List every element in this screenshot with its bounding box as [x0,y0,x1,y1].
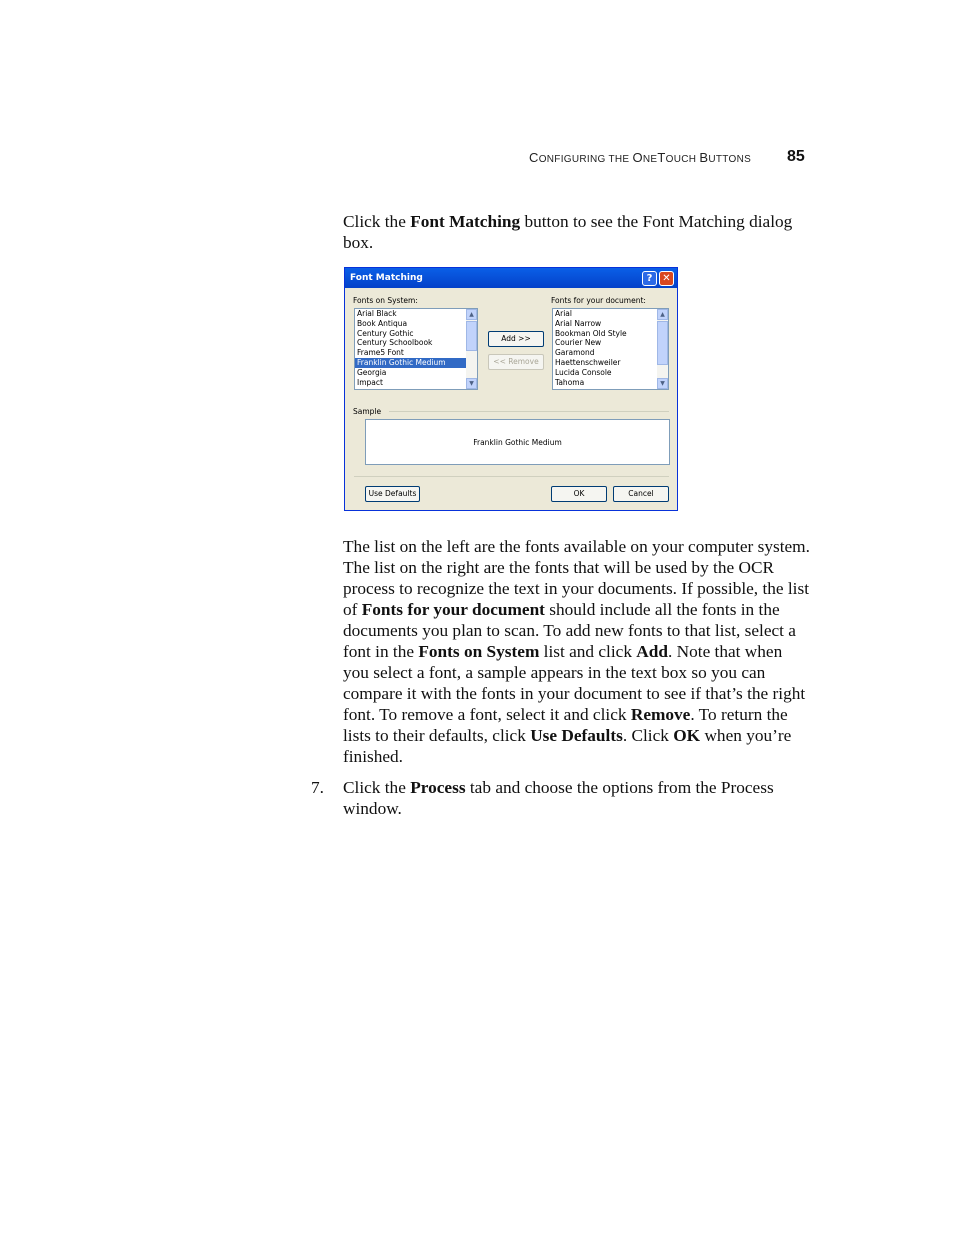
step-text-run: tab and choose the options from the Process window. [343,778,774,818]
list-item[interactable]: Arial Narrow [555,318,602,328]
dialog-divider [354,476,669,477]
list-item[interactable]: Book Antiqua [357,318,408,328]
use-defaults-button[interactable]: Use Defaults [365,486,420,502]
header-title-part: B [699,150,709,165]
list-item[interactable]: Century Gothic [357,328,414,338]
scroll-up-icon[interactable]: ▲ [657,309,668,320]
body-text-run: list and click [539,642,637,661]
body-text-bold-run: Fonts for your document [361,600,545,619]
list-item[interactable]: Haettenschweiler [555,357,621,367]
list-item[interactable]: Courier New [555,338,602,348]
list-item[interactable]: Tahoma [555,377,585,387]
system-list-scrollbar[interactable] [466,309,477,389]
scroll-thumb[interactable] [657,321,668,365]
list-item[interactable]: Century Schoolbook [357,338,433,348]
dialog-titlebar[interactable] [345,268,677,288]
page-number: 85 [787,148,805,165]
body-text-run: . Click [622,726,674,745]
scroll-up-icon[interactable]: ▲ [466,309,477,320]
body-text-run: when you’re finished. [343,726,792,766]
step-text-bold-run: Process [410,778,466,797]
intro-text-run: button to see the Font Matching dialog box. [343,212,793,252]
list-item[interactable]: Lucida Console [555,367,612,377]
intro-paragraph [343,211,811,253]
header-title-part: UTTONS [708,154,752,165]
sample-box [365,419,670,465]
body-text-bold-run: Add [636,642,668,661]
intro-text-run: Click the [343,212,411,231]
cancel-button[interactable]: Cancel [613,486,669,502]
body-text-bold-run: Use Defaults [530,726,623,745]
list-item[interactable]: Georgia [357,367,387,377]
header-title-part: NE [642,154,658,165]
body-text-run: . To return the lists to their defaults, click [343,705,788,745]
help-icon[interactable]: ? [642,271,657,286]
list-item[interactable]: Arial Black [357,309,397,318]
ok-button[interactable]: OK [551,486,607,502]
fonts-for-document-label: Fonts for your document: [551,296,646,305]
body-text-bold-run: Remove [630,705,691,724]
body-text-bold-run: Fonts on System [418,642,540,661]
intro-text-bold-run: Font Matching [410,212,521,231]
body-paragraph [343,536,811,767]
scroll-down-icon[interactable]: ▼ [466,378,477,389]
header-title-part: ONFIGURING THE [538,154,633,165]
list-item[interactable]: Franklin Gothic Medium [355,358,477,368]
header-title-part: C [529,150,539,165]
list-item[interactable]: Garamond [555,348,595,358]
list-item[interactable]: Impact [357,377,383,387]
document-list-scrollbar[interactable] [657,309,668,389]
header-title-part: O [632,150,643,165]
body-text-bold-run: OK [673,726,701,745]
step-number: 7. [311,778,324,797]
remove-button[interactable]: << Remove [488,354,544,370]
header-title [529,150,751,165]
scroll-thumb[interactable] [466,321,477,351]
body-text-run: The list on the left are the fonts available on your computer system. The list on the right are the fonts that will be used by the OCR process to recognize the text in your documents. If possible, the list of [343,537,810,619]
sample-divider [389,411,669,412]
list-item[interactable]: Bookman Old Style [555,328,627,338]
fonts-on-system-list[interactable] [354,308,478,390]
list-item[interactable]: Arial [555,309,572,318]
body-text-run: . Note that when you select a font, a sample appears in the text box so you can compare it with the fonts in your document to see if that’s the right font. To remove a font, select it and click [343,642,806,724]
body-text-run: should include all the fonts in the documents you plan to scan. To add new fonts to that list, select a font in the [343,600,796,661]
list-item[interactable]: Frame5 Font [357,348,404,358]
fonts-for-document-list[interactable] [552,308,669,390]
sample-text: Franklin Gothic Medium [473,438,562,447]
fonts-on-system-label: Fonts on System: [353,296,418,305]
font-matching-dialog [344,267,678,511]
header-title-part: T [657,150,666,165]
close-icon[interactable]: ✕ [659,271,674,286]
header-title-part: OUCH [665,154,700,165]
scroll-down-icon[interactable]: ▼ [657,378,668,389]
sample-label: Sample [353,407,382,416]
dialog-title: Font Matching [350,273,423,283]
step-text-run: Click the [343,778,411,797]
step-text [343,777,811,819]
add-button[interactable]: Add >> [488,331,544,347]
